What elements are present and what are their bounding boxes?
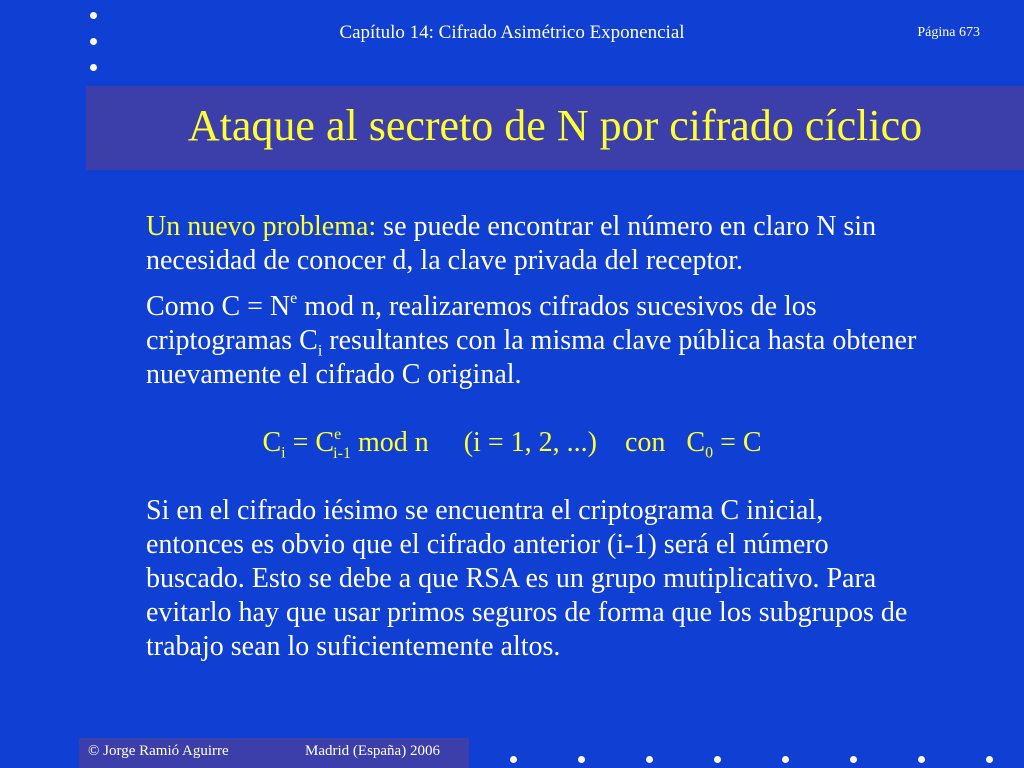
chapter-header: Capítulo 14: Cifrado Asimétrico Exponencial [339, 22, 685, 43]
paragraph-problem [146, 210, 926, 278]
page-number: Página 673 [917, 25, 980, 40]
decor-dot-bottom-1 [510, 756, 517, 763]
formula-c4: = C [713, 427, 762, 458]
formula-c1: C [262, 427, 282, 458]
decor-dot-top-1 [90, 12, 97, 19]
decor-dot-bottom-8 [986, 756, 993, 763]
decor-dot-bottom-2 [578, 756, 585, 763]
method-sup-e: e [290, 289, 298, 307]
paragraph-conclusion: Si en el cifrado iésimo se encuentra el criptograma C inicial, entonces es obvio que el cifrado anterior (i-1) será el número buscado. Esto se debe a que RSA es un grupo mutiplicativo. Para evitarlo hay que usar primos seguros de forma que los subgrupos de trabajo sean lo suficientemente altos. [146, 495, 908, 662]
formula-sup-e: e [334, 425, 342, 443]
method-text-a: Como C = N [146, 291, 291, 322]
method-sub-i: i [317, 342, 323, 360]
formula-sub-i-1: i-1 [333, 444, 351, 462]
footer-place: Madrid (España) 2006 [305, 743, 440, 759]
title-bar [86, 86, 1024, 170]
problem-lead: Un nuevo problema: [146, 211, 377, 242]
footer-author: © Jorge Ramió Aguirre [88, 743, 229, 759]
decor-dot-bottom-7 [918, 756, 925, 763]
decor-dot-bottom-5 [782, 756, 789, 763]
slide-title: Ataque al secreto de N por cifrado cíclico [187, 101, 923, 150]
decor-dot-bottom-6 [850, 756, 857, 763]
cyclic-formula [0, 426, 1024, 460]
formula-c2: = C [285, 427, 335, 458]
formula-sub-i: i [281, 444, 286, 462]
decor-dot-top-3 [90, 64, 97, 71]
problem-text: se puede encontrar el número en claro N sin necesidad de conocer d, la clave privada del receptor. [146, 211, 877, 276]
method-text-b: mod n, realizaremos cifrados sucesivos de los criptogramas C [146, 291, 817, 356]
method-text-c: resultantes con la misma clave pública hasta obtener nuevamente el cifrado C original. [146, 325, 917, 390]
formula-c3: mod n (i = 1, 2, ...) con C [350, 427, 706, 458]
decor-dot-bottom-4 [714, 756, 721, 763]
formula-sub-0: 0 [705, 444, 714, 462]
decor-dot-bottom-3 [646, 756, 653, 763]
paragraph-method [146, 290, 926, 392]
